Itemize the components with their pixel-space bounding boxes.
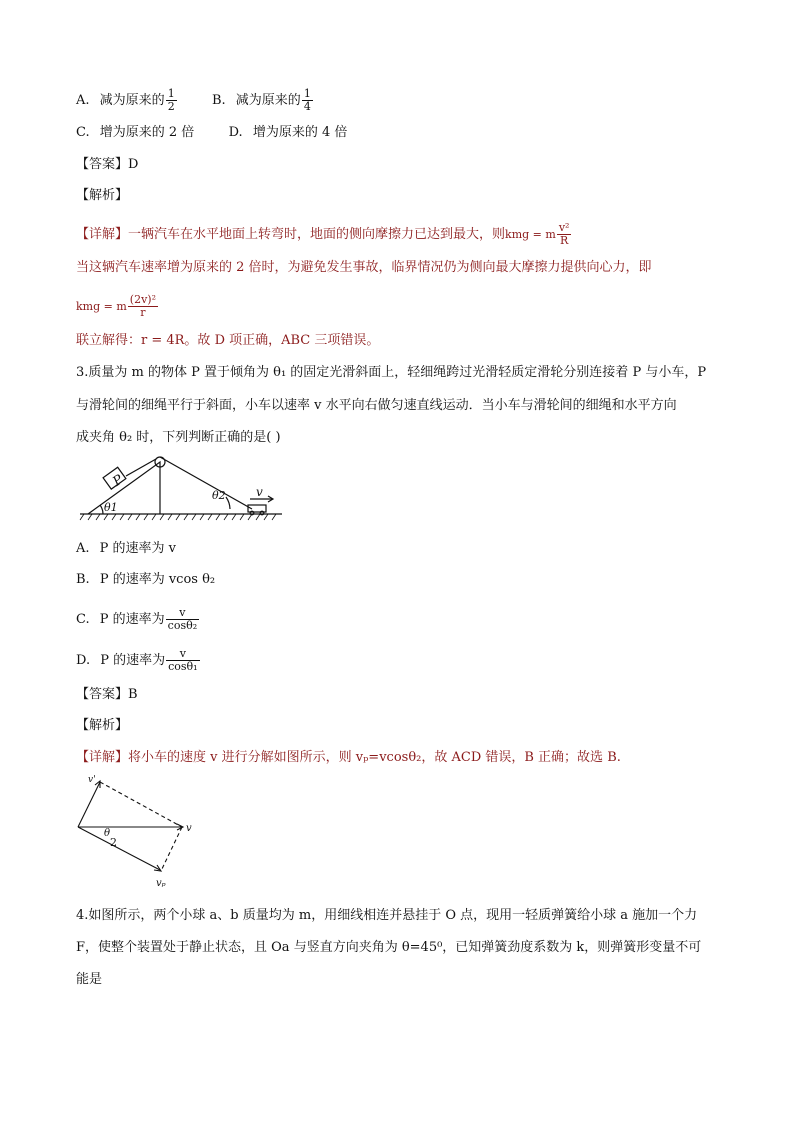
q3-option-d-text: P 的速率为 bbox=[100, 653, 166, 668]
q2-eq1-fraction: $\frac{\text{v²}}{R}$ bbox=[558, 221, 570, 247]
theta1-arc bbox=[100, 505, 103, 514]
q2-eq1-left: kmg = m bbox=[505, 228, 556, 241]
q2-eq2 bbox=[76, 294, 159, 319]
q2-options-row1 bbox=[76, 88, 314, 113]
q2-detail-line4: 联立解得：r = 4R。故 D 项正确，ABC 三项错误。 bbox=[76, 333, 380, 348]
cart-wheel-right bbox=[260, 511, 264, 515]
q4-stem-line1: 4.如图所示，两个小球 a、b 质量均为 m，用细线相连并悬挂于 O 点，现用一轻质弹簧给小球 a 施加一个力 bbox=[76, 908, 698, 923]
q2-option-a-label: A. bbox=[76, 93, 90, 108]
vector-vp bbox=[78, 827, 160, 870]
q2-option-c-label: C. bbox=[76, 125, 90, 140]
q2-option-b-fraction: $\frac{1}{4}$ bbox=[303, 87, 311, 113]
q3-detail-line bbox=[76, 748, 621, 768]
label-v2: v bbox=[186, 823, 192, 834]
q2-detail-line2: 当这辆汽车速率增为原来的 2 倍时，为避免发生事故，临界情况仍为侧向最大摩擦力提供向心力，即 bbox=[76, 260, 652, 275]
q2-detail-tag: 【详解】 bbox=[76, 227, 129, 242]
q4-stem-line2: F，使整个装置处于静止状态，且 Oa 与竖直方向夹角为 θ=45⁰，已知弹簧劲度系数为 k，则弹簧形变量不可 bbox=[76, 940, 702, 955]
q2-eq2-fraction: $\frac{\text{(2v)²}}{r}$ bbox=[129, 293, 156, 319]
q3-stem-line1: 3.质量为 m 的物体 P 置于倾角为 θ₁ 的固定光滑斜面上，轻细绳跨过光滑轻质定滑轮分别连接着 P 与小车，P bbox=[76, 365, 707, 380]
q3-option-c bbox=[76, 607, 200, 632]
q3-answer: 【答案】B bbox=[76, 687, 138, 702]
q3-detail-text: 将小车的速度 v 进行分解如图所示，则 vₚ=vcosθ₂，故 ACD 错误，B 正确；故选 B. bbox=[128, 750, 621, 765]
label-theta2: θ2 bbox=[212, 489, 226, 502]
q3-option-c-label: C. bbox=[76, 612, 90, 627]
q2-option-b-text: 减为原来的 bbox=[235, 93, 301, 108]
vector-v-prime bbox=[78, 782, 100, 827]
q3-velocity-decomposition-figure bbox=[72, 774, 202, 892]
q2-option-b-label: B. bbox=[211, 93, 226, 108]
q2-options-row2 bbox=[76, 123, 347, 143]
ground-hatch bbox=[80, 514, 276, 520]
q3-option-d-label: D. bbox=[76, 653, 91, 668]
label-theta-subscript: 2 bbox=[110, 836, 117, 849]
cart-wheel-left bbox=[250, 511, 254, 515]
q3-option-c-text: P 的速率为 bbox=[99, 612, 165, 627]
q2-option-a-fraction: $\frac{1}{2}$ bbox=[167, 87, 175, 113]
label-v-prime: v' bbox=[88, 775, 96, 785]
q2-option-d-text: 增为原来的 4 倍 bbox=[252, 125, 348, 140]
q2-analysis-heading: 【解析】 bbox=[76, 188, 129, 203]
rope-to-cart bbox=[160, 457, 252, 509]
q3-option-d-fraction: $\frac{v}{\text{cosθ₁}}$ bbox=[168, 647, 198, 673]
q3-stem-line3: 成夹角 θ₂ 时，下列判断正确的是( ) bbox=[76, 430, 281, 445]
incline bbox=[88, 462, 160, 514]
q2-answer: 【答案】D bbox=[76, 157, 139, 172]
q2-detail-line1 bbox=[76, 222, 572, 247]
dashed-right bbox=[161, 827, 182, 871]
label-p: P bbox=[110, 472, 127, 490]
q4-stem-line3: 能是 bbox=[76, 972, 103, 987]
q2-option-a-text: 减为原来的 bbox=[99, 93, 165, 108]
q3-option-b-text: P 的速率为 vcos θ₂ bbox=[99, 572, 216, 587]
label-vp: vₚ bbox=[156, 878, 166, 889]
q3-option-b-label: B. bbox=[76, 572, 90, 587]
q3-incline-figure bbox=[76, 454, 286, 524]
q3-detail-tag: 【详解】 bbox=[76, 750, 129, 765]
q2-eq2-left: kmg = m bbox=[76, 300, 127, 313]
label-theta: θ bbox=[104, 828, 111, 839]
q2-option-c-text: 增为原来的 2 倍 bbox=[99, 125, 195, 140]
q2-option-d-label: D. bbox=[228, 125, 243, 140]
q3-option-d bbox=[76, 648, 201, 673]
q3-stem-line2: 与滑轮间的细绳平行于斜面，小车以速率 v 水平向右做匀速直线运动．当小车与滑轮间的细绳和水平方向 bbox=[76, 398, 677, 413]
label-theta1: θ1 bbox=[104, 501, 118, 514]
q3-option-b bbox=[76, 570, 215, 590]
q3-analysis-heading: 【解析】 bbox=[76, 718, 129, 733]
q3-option-a-label: A. bbox=[76, 541, 90, 556]
dashed-top bbox=[100, 782, 182, 827]
q3-option-a-text: P 的速率为 v bbox=[99, 541, 177, 556]
label-v: v bbox=[256, 485, 263, 499]
q3-option-c-fraction: $\frac{v}{\text{cosθ₂}}$ bbox=[167, 606, 198, 632]
q3-option-a bbox=[76, 539, 176, 559]
theta2-arc bbox=[226, 497, 230, 509]
q2-detail-text: 一辆汽车在水平地面上转弯时，地面的侧向摩擦力已达到最大，则 bbox=[128, 227, 506, 242]
